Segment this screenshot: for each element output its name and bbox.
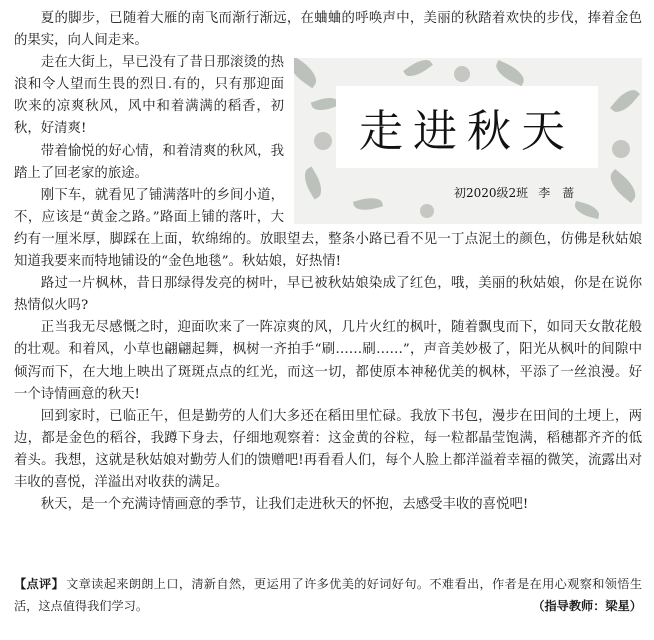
leaf-decoration-icon: [299, 167, 326, 200]
comment-text: 文章读起来朗朗上口，清新自然，更运用了许多优美的好词好句。不难看出，作者是在用心观察和领悟生活，这点值得我们学习。: [14, 577, 643, 613]
leaf-decoration-icon: [493, 60, 528, 86]
leaf-decoration-icon: [311, 94, 340, 114]
leaf-decoration-icon: [610, 85, 640, 117]
leaf-decoration-icon: [605, 169, 641, 203]
paragraph-4: 刚下车，就看见了铺满落叶的乡间小道，不，应该是“黄金之路。”路面上铺的落叶，大约有一厘米厚，脚踩在上面，软绵绵的。放眼望去，整条小路已看不见一丁点泥土的颜色，仿佛是秋姑娘知道我要来而特地铺设的“金色地毯”。秋姑娘，好热情!: [14, 187, 642, 270]
apple-decoration-icon: [420, 204, 434, 218]
author-name: 李 蔷: [538, 186, 575, 201]
author-byline: [454, 184, 574, 201]
leaf-decoration-icon: [573, 201, 601, 219]
article-body: [14, 8, 642, 516]
teacher-comment: [14, 573, 642, 617]
title-illustration: [294, 58, 642, 224]
apple-decoration-icon: [612, 140, 630, 158]
author-class: 初2020级2班: [454, 186, 529, 201]
leaf-decoration-icon: [294, 58, 322, 88]
paragraph-6: 正当我无尽感慨之时，迎面吹来了一阵凉爽的风，几片火红的枫叶，随着飘曳而下，如同天女散花般的壮观。和着风，小草也翩翩起舞，枫树一齐拍手“刷……刷……”，声音美妙极了，阳光从枫叶的间隙中倾泻而下，在大地上映出了斑斑点点的红光，而这一切，都使原本神秘优美的枫林，平添了一丝浪漫。好一个诗情画意的秋天!: [14, 320, 642, 402]
paragraph-3: 带着愉悦的好心情，和着清爽的秋风，我踏上了回老家的旅途。: [14, 143, 284, 181]
leaf-decoration-icon: [403, 58, 433, 81]
article-title: 走进秋天: [336, 86, 598, 168]
paragraph-8: 秋天，是一个充满诗情画意的季节，让我们走进秋天的怀抱，去感受丰收的喜悦吧!: [40, 497, 529, 513]
instructor-credit: （指导教师：梁星）: [532, 599, 642, 613]
comment-tag: 【点评】: [14, 577, 65, 591]
paragraph-7: 回到家时，已临正午，但是勤劳的人们大多还在稻田里忙碌。我放下书包，漫步在田间的土埂上，两边，都是金色的稻谷，我蹲下身去，仔细地观察着：这金黄的谷粒，每一粒都晶莹饱满，稻穗都齐齐的低着头。我想，这就是秋姑娘对勤劳人们的馈赠吧!再看看人们，每个人脸上都洋溢着幸福的微笑，流露出对丰收的喜悦，洋溢出对收获的满足。: [14, 408, 642, 490]
apple-decoration-icon: [314, 132, 332, 150]
apple-decoration-icon: [454, 66, 470, 82]
leaf-decoration-icon: [353, 195, 383, 214]
paragraph-5: 路过一片枫林，昔日那绿得发亮的树叶，早已被秋姑娘染成了红色，哦，美丽的秋姑娘，你是在说你热情似火吗?: [14, 276, 642, 314]
paragraph-1: 夏的脚步，已随着大雁的南飞而渐行渐远，在蛐蛐的呼唤声中，美丽的秋踏着欢快的步伐，捧着金色的果实，向人间走来。: [14, 11, 642, 49]
paragraph-2: 走在大街上，早已没有了昔日那滚烫的热浪和令人望而生畏的烈日.有的，只有那迎面吹来的凉爽秋风，风中和着满满的稻香，初秋，好清爽!: [14, 55, 284, 137]
